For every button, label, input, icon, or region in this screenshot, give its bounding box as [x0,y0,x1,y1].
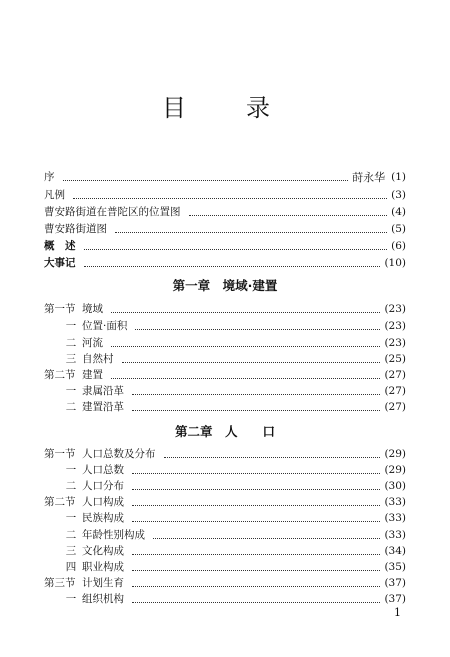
subsection-label: 一 [65,320,77,332]
entry-title: 民族构成 [82,512,124,524]
entry-title: 人口总数及分布 [82,448,156,460]
subsection-label: 四 [65,561,77,573]
toc-subsection[interactable] [60,350,406,367]
entry-title: 人口分布 [82,480,124,492]
dot-leader [132,393,380,395]
entry-author: 莳永华 [352,170,386,184]
dot-leader [115,231,387,233]
entry-page: (30) [384,479,406,492]
entry-title: 人口总数 [82,464,124,476]
dot-leader [189,214,388,216]
dot-leader [111,377,380,379]
dot-leader [122,361,381,363]
entry-page: (3) [391,188,406,201]
entry-title: 大事记 [44,257,76,269]
toc-subsection[interactable] [60,558,406,575]
entry-page: (33) [384,511,406,524]
entry-page: (37) [384,592,406,605]
entry-page: (29) [384,447,406,460]
dot-leader [132,488,380,490]
dot-leader [73,197,387,199]
subsection-label: 一 [65,464,77,476]
dot-leader [132,520,380,522]
dot-leader [132,569,380,571]
entry-title: 序 [44,171,55,183]
toc-entry-chronicle[interactable] [44,254,406,271]
dot-leader [164,456,381,458]
subsection-label: 二 [65,337,77,349]
toc-subsection[interactable] [60,382,406,399]
toc-subsection[interactable] [60,477,406,494]
entry-page: (37) [384,576,406,589]
page-title: 目 录 [162,94,288,122]
toc-entry-guide[interactable] [44,186,406,203]
subsection-label: 一 [65,385,77,397]
dot-leader [84,265,381,267]
toc-section[interactable] [44,493,406,510]
subsection-label: 一 [65,593,77,605]
entry-page: (5) [391,222,406,235]
dot-leader [132,601,380,603]
dot-leader [63,179,349,181]
entry-title: 年龄性别构成 [82,529,145,541]
toc-subsection[interactable] [60,398,406,415]
subsection-label: 二 [65,480,77,492]
entry-page: (29) [384,463,406,476]
entry-title: 建置 [82,369,103,381]
entry-title: 河流 [82,337,103,349]
subsection-label: 一 [65,512,77,524]
entry-page: (33) [384,495,406,508]
dot-leader [132,504,380,506]
section-label: 第二节 [44,496,76,508]
entry-title: 文化构成 [82,545,124,557]
toc-subsection[interactable] [60,590,406,607]
entry-title: 人口构成 [82,496,124,508]
entry-page: (4) [391,205,406,218]
subsection-label: 三 [65,545,77,557]
toc-subsection[interactable] [60,542,406,559]
toc-section[interactable] [44,445,406,462]
entry-page: (27) [384,384,406,397]
dot-leader [84,248,388,250]
entry-title: 凡例 [44,189,65,201]
entry-title: 计划生育 [82,577,124,589]
toc-entry-preface[interactable] [44,168,406,185]
entry-page: (6) [391,239,406,252]
toc-entry-location-map[interactable] [44,203,406,220]
dot-leader [132,472,380,474]
dot-leader [153,537,380,539]
toc-subsection[interactable] [60,317,406,334]
toc-subsection[interactable] [60,334,406,351]
section-label: 第三节 [44,577,76,589]
toc-entry-overview[interactable] [44,237,406,254]
entry-title: 位置·面积 [82,320,128,332]
entry-page: (23) [384,336,406,349]
entry-title: 曹安路街道图 [44,223,107,235]
subsection-label: 三 [65,353,77,365]
entry-page: (23) [384,302,406,315]
chapter-heading[interactable]: 第一章 境域·建置 [172,278,278,293]
dot-leader [132,553,380,555]
subsection-label: 二 [65,401,77,413]
page-number: 1 [394,606,401,619]
toc-section[interactable] [44,574,406,591]
entry-page: (33) [384,528,406,541]
entry-page: (27) [384,400,406,413]
section-label: 第一节 [44,303,76,315]
toc-section[interactable] [44,366,406,383]
entry-page: (10) [384,256,406,269]
entry-title: 自然村 [82,353,114,365]
entry-title: 职业构成 [82,561,124,573]
chapter-heading[interactable]: 第二章 人 口 [174,424,275,439]
entry-page: (23) [384,319,406,332]
dot-leader [132,409,380,411]
entry-page: (25) [384,352,406,365]
section-label: 第一节 [44,448,76,460]
entry-page: (35) [384,560,406,573]
entry-title: 组织机构 [82,593,124,605]
entry-title: 曹安路街道在普陀区的位置图 [44,206,181,218]
entry-title: 境域 [82,303,103,315]
toc-entry-street-map[interactable] [44,220,406,237]
entry-page: (27) [384,368,406,381]
entry-title: 建置沿革 [82,401,124,413]
section-label: 第二节 [44,369,76,381]
dot-leader [132,585,380,587]
dot-leader [111,345,380,347]
subsection-label: 二 [65,529,77,541]
entry-page: (1) [391,170,406,183]
entry-title: 隶属沿革 [82,385,124,397]
dot-leader [135,328,380,330]
toc-subsection[interactable] [60,461,406,478]
entry-title: 概 述 [44,240,76,252]
toc-subsection[interactable] [60,526,406,543]
toc-subsection[interactable] [60,509,406,526]
dot-leader [111,311,380,313]
entry-page: (34) [384,544,406,557]
toc-section[interactable] [44,300,406,317]
